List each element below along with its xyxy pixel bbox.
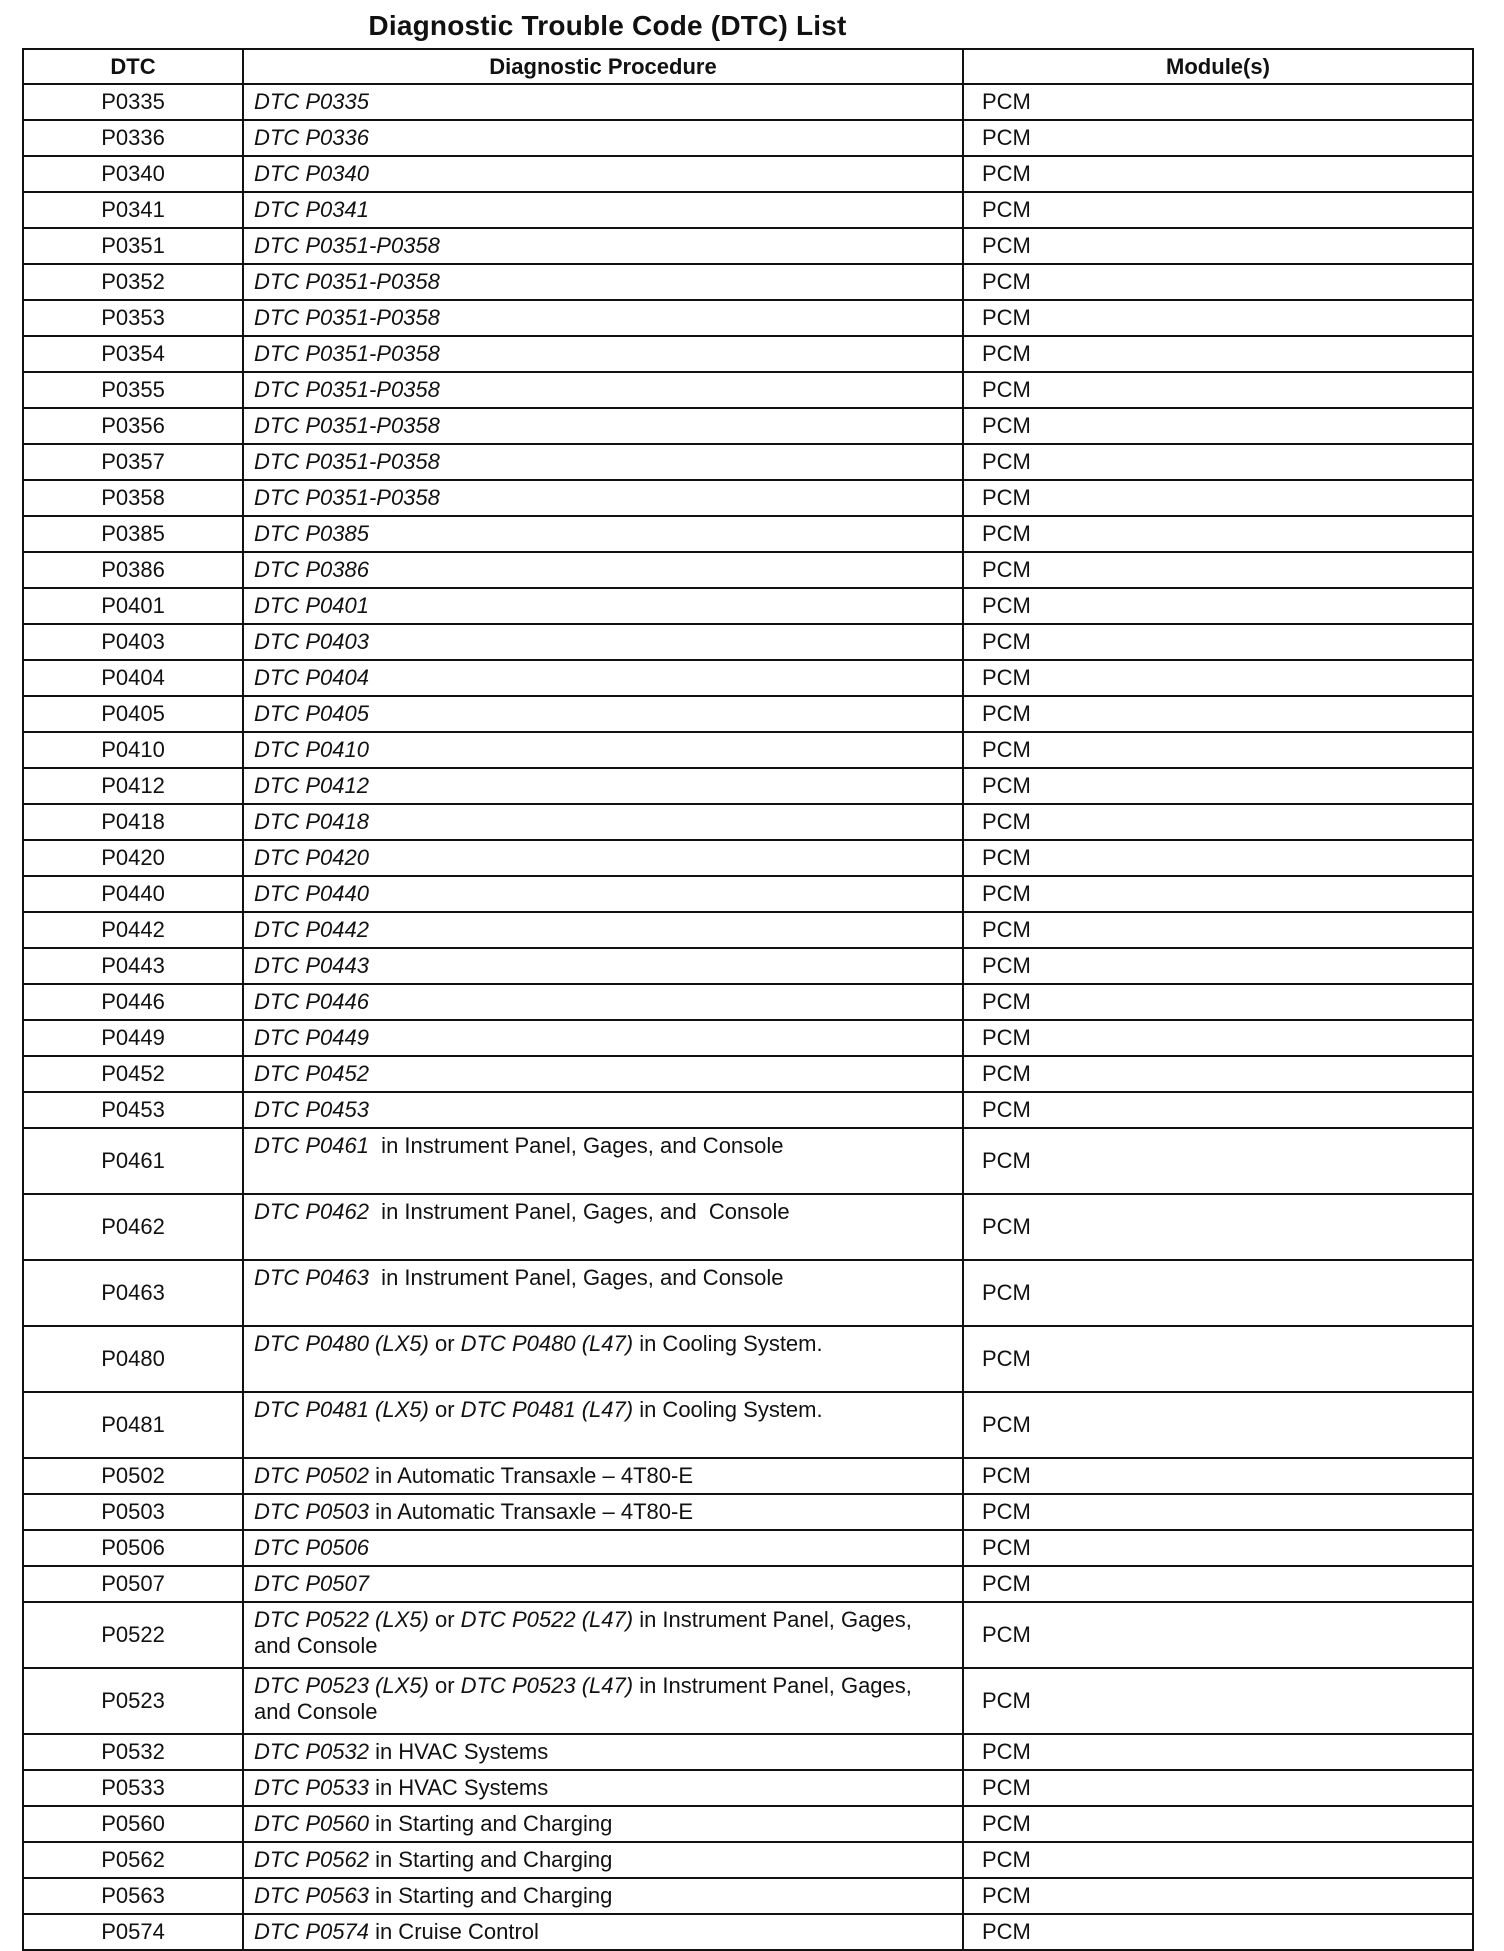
- table-row: [23, 1494, 1473, 1530]
- dtc-code-cell: P0502: [23, 1458, 243, 1494]
- dtc-code-cell: P0563: [23, 1878, 243, 1914]
- procedure-text: in Cruise Control: [368, 1919, 539, 1944]
- procedure-reference: DTC P0563: [254, 1883, 369, 1908]
- diagnostic-procedure-cell: [243, 444, 963, 480]
- diagnostic-procedure-cell: [243, 1020, 963, 1056]
- module-cell: PCM: [963, 840, 1473, 876]
- table-row: [23, 588, 1473, 624]
- table-row: [23, 768, 1473, 804]
- procedure-text: or: [428, 1397, 461, 1422]
- procedure-reference: DTC P0385: [254, 521, 369, 546]
- procedure-reference: DTC P0340: [254, 161, 369, 186]
- procedure-reference: DTC P0502: [254, 1463, 369, 1488]
- table-row: [23, 1734, 1473, 1770]
- procedure-reference: DTC P0449: [254, 1025, 369, 1050]
- dtc-code-cell: P0355: [23, 372, 243, 408]
- module-cell: PCM: [963, 1668, 1473, 1734]
- procedure-reference: DTC P0351-P0358: [254, 485, 440, 510]
- diagnostic-procedure-cell: [243, 1194, 963, 1260]
- module-cell: PCM: [963, 804, 1473, 840]
- table-row: [23, 1020, 1473, 1056]
- procedure-reference: DTC P0442: [254, 917, 369, 942]
- diagnostic-procedure-cell: [243, 1602, 963, 1668]
- table-row: [23, 1914, 1473, 1950]
- dtc-code-cell: P0352: [23, 264, 243, 300]
- diagnostic-procedure-cell: [243, 1914, 963, 1950]
- dtc-code-cell: P0481: [23, 1392, 243, 1458]
- procedure-reference: DTC P0335: [254, 89, 369, 114]
- diagnostic-procedure-cell: [243, 336, 963, 372]
- procedure-reference: DTC P0351-P0358: [254, 341, 440, 366]
- procedure-reference: DTC P0404: [254, 665, 369, 690]
- procedure-reference: DTC P0336: [254, 125, 369, 150]
- module-cell: PCM: [963, 1602, 1473, 1668]
- procedure-reference: DTC P0523 (L47): [460, 1673, 634, 1698]
- procedure-text: in Cooling System.: [633, 1331, 823, 1356]
- diagnostic-procedure-cell: [243, 480, 963, 516]
- module-cell: PCM: [963, 948, 1473, 984]
- procedure-reference: DTC P0351-P0358: [254, 413, 440, 438]
- module-cell: PCM: [963, 156, 1473, 192]
- module-cell: PCM: [963, 552, 1473, 588]
- module-cell: PCM: [963, 300, 1473, 336]
- diagnostic-procedure-cell: [243, 696, 963, 732]
- table-row: [23, 1194, 1473, 1260]
- table-row: [23, 1326, 1473, 1392]
- procedure-reference: DTC P0507: [254, 1571, 369, 1596]
- module-cell: PCM: [963, 1260, 1473, 1326]
- procedure-reference: DTC P0410: [254, 737, 369, 762]
- module-cell: PCM: [963, 1056, 1473, 1092]
- diagnostic-procedure-cell: [243, 624, 963, 660]
- procedure-reference: DTC P0341: [254, 197, 369, 222]
- diagnostic-procedure-cell: [243, 1494, 963, 1530]
- diagnostic-procedure-cell: [243, 1842, 963, 1878]
- diagnostic-procedure-cell: [243, 552, 963, 588]
- module-cell: PCM: [963, 264, 1473, 300]
- diagnostic-procedure-cell: [243, 588, 963, 624]
- table-row: [23, 1770, 1473, 1806]
- header-dtc: DTC: [23, 49, 243, 84]
- dtc-code-cell: P0401: [23, 588, 243, 624]
- procedure-reference: DTC P0480 (L47): [460, 1331, 634, 1356]
- table-row: [23, 552, 1473, 588]
- module-cell: PCM: [963, 1392, 1473, 1458]
- table-row: [23, 300, 1473, 336]
- diagnostic-procedure-cell: [243, 1668, 963, 1734]
- table-row: [23, 1602, 1473, 1668]
- diagnostic-procedure-cell: [243, 1128, 963, 1194]
- procedure-text: in Automatic Transaxle – 4T80-E: [368, 1463, 694, 1488]
- procedure-text: in Instrument Panel, Gages, and Console: [254, 1673, 919, 1724]
- dtc-code-cell: P0418: [23, 804, 243, 840]
- table-row: [23, 336, 1473, 372]
- dtc-code-cell: P0336: [23, 120, 243, 156]
- table-row: [23, 1056, 1473, 1092]
- dtc-code-cell: P0506: [23, 1530, 243, 1566]
- module-cell: PCM: [963, 1194, 1473, 1260]
- dtc-code-cell: P0341: [23, 192, 243, 228]
- module-cell: PCM: [963, 696, 1473, 732]
- procedure-reference: DTC P0412: [254, 773, 369, 798]
- table-row: [23, 1392, 1473, 1458]
- procedure-reference: DTC P0405: [254, 701, 369, 726]
- dtc-code-cell: P0354: [23, 336, 243, 372]
- table-row: [23, 696, 1473, 732]
- table-row: [23, 228, 1473, 264]
- dtc-code-cell: P0532: [23, 1734, 243, 1770]
- dtc-code-cell: P0410: [23, 732, 243, 768]
- procedure-text: in HVAC Systems: [368, 1739, 549, 1764]
- dtc-code-cell: P0533: [23, 1770, 243, 1806]
- table-row: [23, 192, 1473, 228]
- module-cell: PCM: [963, 336, 1473, 372]
- diagnostic-procedure-cell: [243, 1458, 963, 1494]
- dtc-code-cell: P0403: [23, 624, 243, 660]
- diagnostic-procedure-cell: [243, 120, 963, 156]
- procedure-reference: DTC P0480 (LX5): [254, 1331, 429, 1356]
- dtc-code-cell: P0461: [23, 1128, 243, 1194]
- module-cell: PCM: [963, 1770, 1473, 1806]
- table-row: [23, 1842, 1473, 1878]
- module-cell: PCM: [963, 624, 1473, 660]
- table-row: [23, 732, 1473, 768]
- procedure-reference: DTC P0560: [254, 1811, 369, 1836]
- procedure-reference: DTC P0503: [254, 1499, 369, 1524]
- dtc-code-cell: P0357: [23, 444, 243, 480]
- diagnostic-procedure-cell: [243, 156, 963, 192]
- table-row: [23, 1260, 1473, 1326]
- table-row: [23, 84, 1473, 120]
- diagnostic-procedure-cell: [243, 876, 963, 912]
- diagnostic-procedure-cell: [243, 840, 963, 876]
- module-cell: PCM: [963, 1734, 1473, 1770]
- dtc-code-cell: P0442: [23, 912, 243, 948]
- procedure-reference: DTC P0523 (LX5): [254, 1673, 429, 1698]
- module-cell: PCM: [963, 1914, 1473, 1950]
- diagnostic-procedure-cell: [243, 228, 963, 264]
- diagnostic-procedure-cell: [243, 1770, 963, 1806]
- module-cell: PCM: [963, 1806, 1473, 1842]
- table-row: [23, 1458, 1473, 1494]
- module-cell: PCM: [963, 1326, 1473, 1392]
- dtc-code-cell: P0452: [23, 1056, 243, 1092]
- dtc-code-cell: P0405: [23, 696, 243, 732]
- procedure-reference: DTC P0403: [254, 629, 369, 654]
- diagnostic-procedure-cell: [243, 84, 963, 120]
- module-cell: PCM: [963, 1566, 1473, 1602]
- module-cell: PCM: [963, 1530, 1473, 1566]
- procedure-reference: DTC P0481 (L47): [460, 1397, 634, 1422]
- procedure-reference: DTC P0506: [254, 1535, 369, 1560]
- dtc-code-cell: P0420: [23, 840, 243, 876]
- module-cell: PCM: [963, 660, 1473, 696]
- module-cell: PCM: [963, 732, 1473, 768]
- dtc-code-cell: P0522: [23, 1602, 243, 1668]
- procedure-text: in Instrument Panel, Gages, and Console: [368, 1199, 790, 1224]
- procedure-text: in Cooling System.: [633, 1397, 823, 1422]
- module-cell: PCM: [963, 1878, 1473, 1914]
- procedure-text: or: [428, 1673, 461, 1698]
- table-row: [23, 156, 1473, 192]
- diagnostic-procedure-cell: [243, 912, 963, 948]
- dtc-code-cell: P0480: [23, 1326, 243, 1392]
- table-row: [23, 804, 1473, 840]
- module-cell: PCM: [963, 1494, 1473, 1530]
- diagnostic-procedure-cell: [243, 660, 963, 696]
- procedure-reference: DTC P0481 (LX5): [254, 1397, 429, 1422]
- module-cell: PCM: [963, 480, 1473, 516]
- dtc-code-cell: P0523: [23, 1668, 243, 1734]
- procedure-reference: DTC P0443: [254, 953, 369, 978]
- table-row: [23, 444, 1473, 480]
- module-cell: PCM: [963, 228, 1473, 264]
- procedure-text: in Automatic Transaxle – 4T80-E: [368, 1499, 694, 1524]
- module-cell: PCM: [963, 516, 1473, 552]
- diagnostic-procedure-cell: [243, 1326, 963, 1392]
- diagnostic-procedure-cell: [243, 264, 963, 300]
- procedure-text: in Starting and Charging: [368, 1883, 613, 1908]
- dtc-code-cell: P0503: [23, 1494, 243, 1530]
- table-row: [23, 912, 1473, 948]
- dtc-code-cell: P0340: [23, 156, 243, 192]
- header-modules: Module(s): [963, 49, 1473, 84]
- table-body: [23, 84, 1473, 1950]
- module-cell: PCM: [963, 372, 1473, 408]
- dtc-code-cell: P0353: [23, 300, 243, 336]
- diagnostic-procedure-cell: [243, 732, 963, 768]
- table-row: [23, 120, 1473, 156]
- diagnostic-procedure-cell: [243, 372, 963, 408]
- procedure-reference: DTC P0461: [254, 1133, 369, 1158]
- table-header-row: [23, 49, 1473, 84]
- dtc-code-cell: P0356: [23, 408, 243, 444]
- procedure-reference: DTC P0386: [254, 557, 369, 582]
- procedure-reference: DTC P0351-P0358: [254, 269, 440, 294]
- procedure-reference: DTC P0462: [254, 1199, 369, 1224]
- dtc-code-cell: P0386: [23, 552, 243, 588]
- dtc-code-cell: P0443: [23, 948, 243, 984]
- dtc-code-cell: P0462: [23, 1194, 243, 1260]
- dtc-code-cell: P0440: [23, 876, 243, 912]
- procedure-reference: DTC P0574: [254, 1919, 369, 1944]
- dtc-code-cell: P0404: [23, 660, 243, 696]
- diagnostic-procedure-cell: [243, 192, 963, 228]
- module-cell: PCM: [963, 768, 1473, 804]
- dtc-code-cell: P0560: [23, 1806, 243, 1842]
- procedure-text: in Starting and Charging: [368, 1811, 613, 1836]
- table-row: [23, 1566, 1473, 1602]
- procedure-reference: DTC P0440: [254, 881, 369, 906]
- dtc-code-cell: P0335: [23, 84, 243, 120]
- diagnostic-procedure-cell: [243, 408, 963, 444]
- procedure-text: or: [428, 1331, 461, 1356]
- module-cell: PCM: [963, 876, 1473, 912]
- table-row: [23, 480, 1473, 516]
- procedure-reference: DTC P0522 (LX5): [254, 1607, 429, 1632]
- table-row: [23, 984, 1473, 1020]
- dtc-table: [22, 48, 1474, 1951]
- procedure-reference: DTC P0533: [254, 1775, 369, 1800]
- diagnostic-procedure-cell: [243, 1530, 963, 1566]
- table-row: [23, 516, 1473, 552]
- procedure-text: in Instrument Panel, Gages, and Console: [254, 1607, 919, 1658]
- procedure-reference: DTC P0420: [254, 845, 369, 870]
- table-row: [23, 1092, 1473, 1128]
- diagnostic-procedure-cell: [243, 948, 963, 984]
- procedure-text: in Instrument Panel, Gages, and Console: [368, 1265, 784, 1290]
- module-cell: PCM: [963, 1128, 1473, 1194]
- module-cell: PCM: [963, 984, 1473, 1020]
- table-row: [23, 1128, 1473, 1194]
- module-cell: PCM: [963, 120, 1473, 156]
- header-diagnostic-procedure: Diagnostic Procedure: [243, 49, 963, 84]
- dtc-code-cell: P0385: [23, 516, 243, 552]
- table-row: [23, 876, 1473, 912]
- procedure-reference: DTC P0351-P0358: [254, 449, 440, 474]
- dtc-code-cell: P0507: [23, 1566, 243, 1602]
- diagnostic-procedure-cell: [243, 300, 963, 336]
- procedure-reference: DTC P0351-P0358: [254, 305, 440, 330]
- table-row: [23, 372, 1473, 408]
- dtc-code-cell: P0351: [23, 228, 243, 264]
- procedure-reference: DTC P0418: [254, 809, 369, 834]
- table-row: [23, 408, 1473, 444]
- diagnostic-procedure-cell: [243, 1734, 963, 1770]
- table-row: [23, 1878, 1473, 1914]
- diagnostic-procedure-cell: [243, 1092, 963, 1128]
- procedure-reference: DTC P0532: [254, 1739, 369, 1764]
- procedure-reference: DTC P0463: [254, 1265, 369, 1290]
- dtc-code-cell: P0446: [23, 984, 243, 1020]
- module-cell: PCM: [963, 1020, 1473, 1056]
- page-title: Diagnostic Trouble Code (DTC) List: [368, 10, 847, 41]
- procedure-reference: DTC P0446: [254, 989, 369, 1014]
- diagnostic-procedure-cell: [243, 1260, 963, 1326]
- table-row: [23, 1668, 1473, 1734]
- procedure-reference: DTC P0351-P0358: [254, 377, 440, 402]
- table-row: [23, 840, 1473, 876]
- table-row: [23, 264, 1473, 300]
- module-cell: PCM: [963, 1092, 1473, 1128]
- dtc-code-cell: P0358: [23, 480, 243, 516]
- dtc-code-cell: P0449: [23, 1020, 243, 1056]
- module-cell: PCM: [963, 1842, 1473, 1878]
- procedure-text: in Starting and Charging: [368, 1847, 613, 1872]
- dtc-code-cell: P0412: [23, 768, 243, 804]
- dtc-code-cell: P0463: [23, 1260, 243, 1326]
- module-cell: PCM: [963, 192, 1473, 228]
- diagnostic-procedure-cell: [243, 1056, 963, 1092]
- module-cell: PCM: [963, 912, 1473, 948]
- diagnostic-procedure-cell: [243, 1806, 963, 1842]
- table-row: [23, 948, 1473, 984]
- procedure-reference: DTC P0562: [254, 1847, 369, 1872]
- procedure-text: or: [428, 1607, 461, 1632]
- table-row: [23, 660, 1473, 696]
- table-row: [23, 1530, 1473, 1566]
- procedure-reference: DTC P0401: [254, 593, 369, 618]
- module-cell: PCM: [963, 84, 1473, 120]
- diagnostic-procedure-cell: [243, 984, 963, 1020]
- diagnostic-procedure-cell: [243, 1566, 963, 1602]
- dtc-code-cell: P0574: [23, 1914, 243, 1950]
- procedure-reference: DTC P0351-P0358: [254, 233, 440, 258]
- procedure-text: in HVAC Systems: [368, 1775, 549, 1800]
- procedure-reference: DTC P0522 (L47): [460, 1607, 634, 1632]
- module-cell: PCM: [963, 588, 1473, 624]
- module-cell: PCM: [963, 408, 1473, 444]
- module-cell: PCM: [963, 1458, 1473, 1494]
- diagnostic-procedure-cell: [243, 1878, 963, 1914]
- diagnostic-procedure-cell: [243, 768, 963, 804]
- table-row: [23, 1806, 1473, 1842]
- diagnostic-procedure-cell: [243, 1392, 963, 1458]
- dtc-code-cell: P0453: [23, 1092, 243, 1128]
- diagnostic-procedure-cell: [243, 804, 963, 840]
- table-row: [23, 624, 1473, 660]
- procedure-reference: DTC P0452: [254, 1061, 369, 1086]
- diagnostic-procedure-cell: [243, 516, 963, 552]
- module-cell: PCM: [963, 444, 1473, 480]
- procedure-reference: DTC P0453: [254, 1097, 369, 1122]
- procedure-text: in Instrument Panel, Gages, and Console: [368, 1133, 784, 1158]
- dtc-code-cell: P0562: [23, 1842, 243, 1878]
